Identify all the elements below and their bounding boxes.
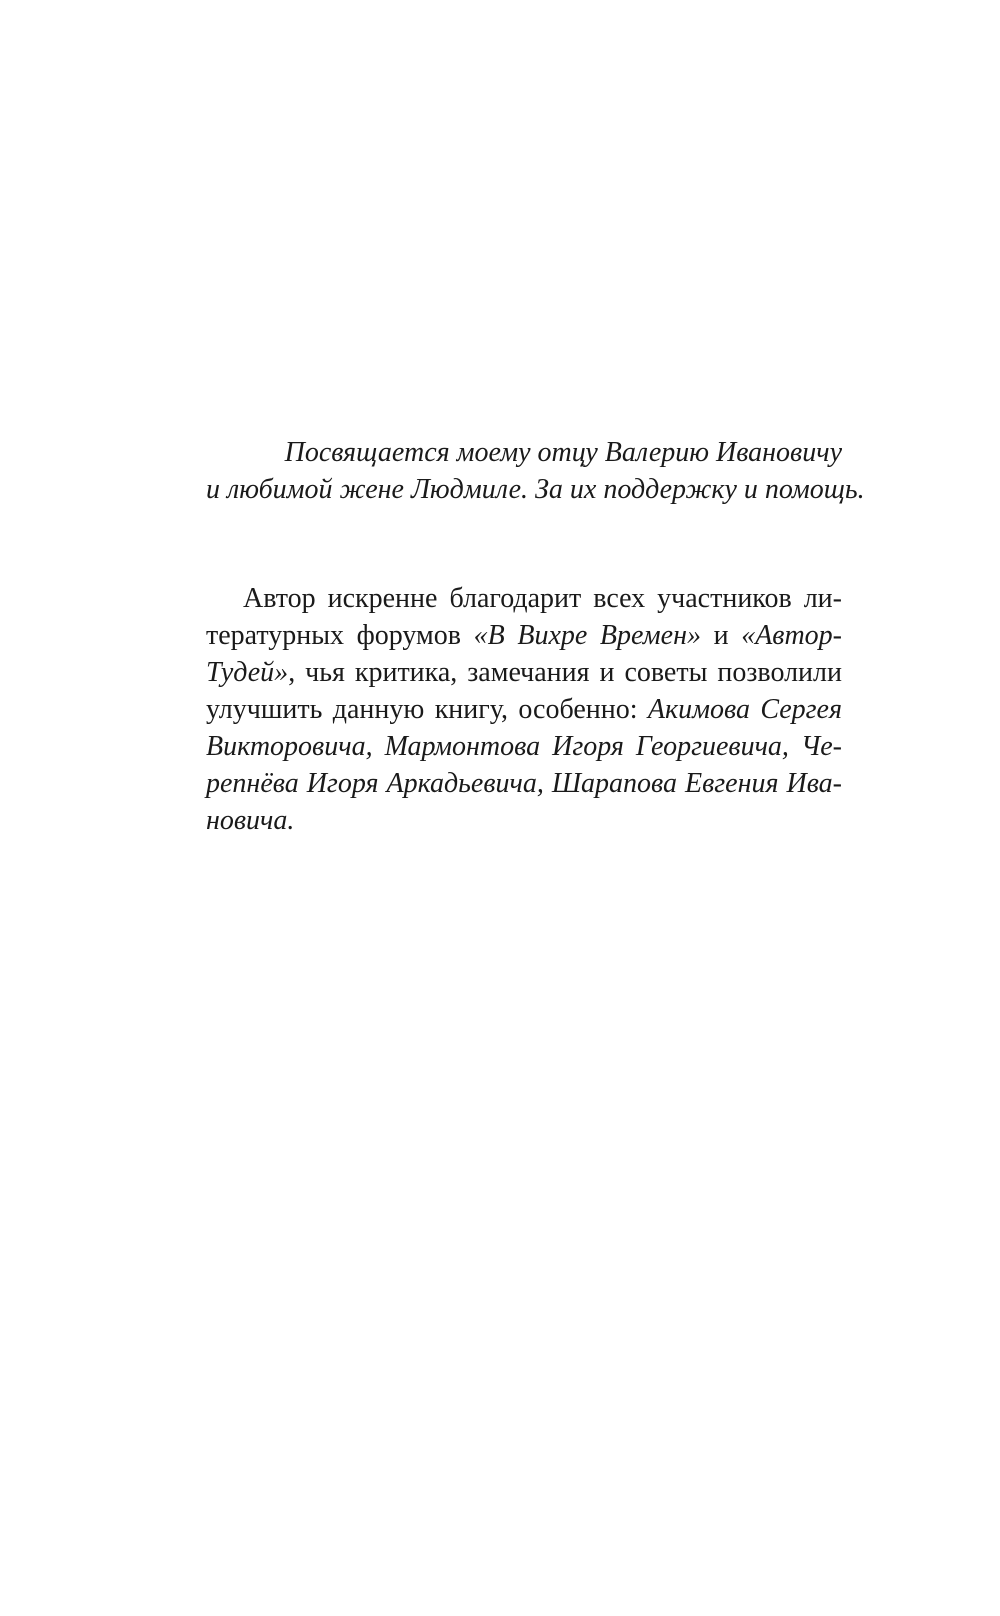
person-name: Акимова Сергея: [647, 694, 842, 725]
acknowledgement-line: [206, 691, 842, 728]
forum-name: «Автор-: [741, 620, 843, 651]
acknowledgement-text: улучшить данную книгу, особенно:: [206, 694, 648, 725]
acknowledgement-text: , чья критика, замечания и советы позволили: [288, 657, 842, 688]
acknowledgement-line: [206, 654, 842, 691]
acknowledgement-text: Автор искренне благодарит всех участников ли-: [243, 583, 842, 614]
forum-name: «В Вихре Времен»: [473, 620, 701, 651]
dedication-line: и любимой жене Людмиле. За их поддержку и помощь.: [206, 474, 865, 505]
acknowledgement-line: репнёва Игоря Аркадьевича, Шарапова Евгения Ива-: [206, 768, 842, 799]
acknowledgement-text: и: [700, 620, 742, 651]
forum-name: Тудей»: [206, 657, 289, 688]
acknowledgement-line: Викторовича, Мармонтова Игоря Георгиевича, Че-: [206, 731, 842, 762]
acknowledgement-line: [206, 580, 842, 617]
acknowledgement-line: новича.: [206, 805, 295, 836]
dedication: [206, 434, 865, 508]
acknowledgement-text: тературных форумов: [206, 620, 474, 651]
acknowledgement-paragraph: [206, 580, 842, 839]
dedication-line: Посвящается моему отцу Валерию Ивановичу: [284, 437, 842, 468]
acknowledgement-line: [206, 617, 842, 654]
